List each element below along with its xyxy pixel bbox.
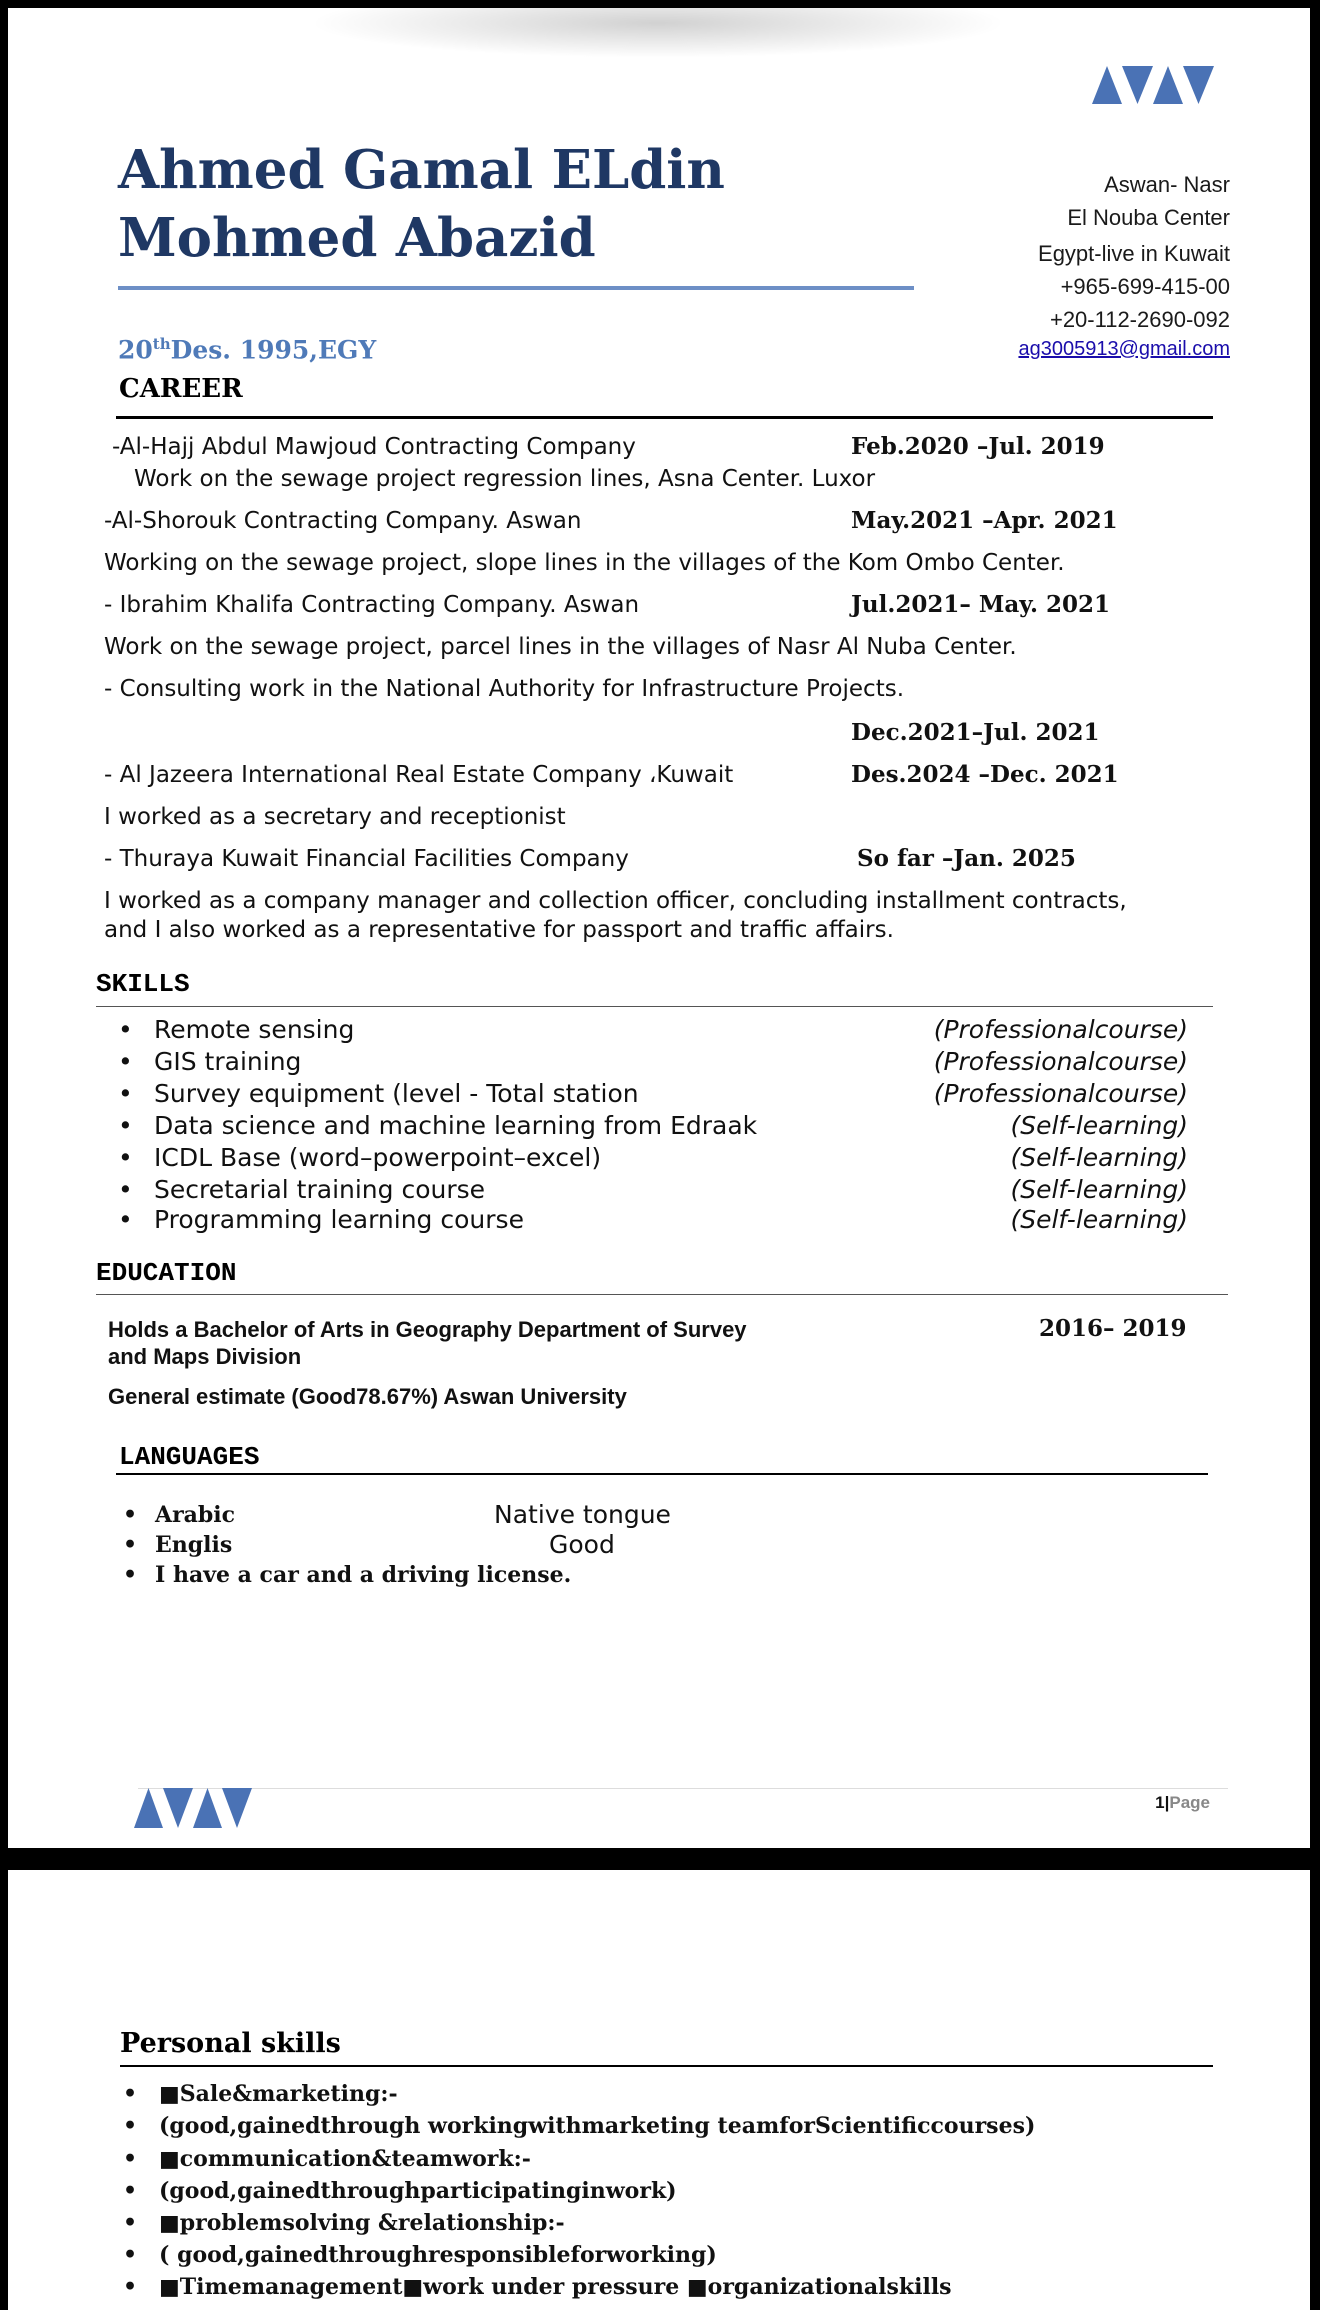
logo-icon [1092, 64, 1214, 106]
skill-item [118, 1111, 1188, 1143]
dob-rest: Des. 1995,EGY [170, 335, 377, 365]
job-1-description: Work on the sewage project regression lines, Asna Center. Luxor [134, 466, 876, 492]
job-6-company: - Thuraya Kuwait Financial Facilities Company [104, 846, 629, 872]
language-level: Good [549, 1530, 615, 1559]
job-4-company: - Consulting work in the National Authority for Infrastructure Projects. [104, 676, 905, 702]
personal-skill-text: ■problemsolving &relationship:- [159, 2210, 565, 2236]
skill-item [118, 1205, 1188, 1237]
personal-skill-text: (good,gainedthroughparticipatinginwork) [159, 2178, 677, 2204]
job-5-description: I worked as a secretary and receptionist [104, 804, 566, 830]
personal-skill-item [123, 2113, 1035, 2139]
footer-logo-icon [134, 1786, 252, 1830]
skill-type: (Professionalcourse) [933, 1015, 1188, 1044]
bullet: • [123, 2113, 138, 2139]
languages-rule [116, 1473, 1208, 1475]
skill-type: (Self-learning) [1010, 1111, 1188, 1140]
bullet: • [123, 1562, 138, 1588]
bullet: • [118, 1047, 133, 1076]
skill-type: (Professionalcourse) [933, 1079, 1188, 1108]
skills-rule [96, 1006, 1213, 1007]
skill-type: (Professionalcourse) [933, 1047, 1188, 1076]
bullet: • [118, 1143, 133, 1172]
language-label: Arabic [155, 1502, 236, 1528]
page-num-value: 1 [1155, 1793, 1165, 1812]
job-5-dates: Des.2024 –Dec. 2021 [851, 761, 1119, 788]
personal-skill-text: (good,gainedthrough workingwithmarketing teamforScientificcourses) [159, 2113, 1036, 2139]
bullet: • [118, 1205, 133, 1234]
skill-item [118, 1175, 1188, 1207]
job-5-company: - Al Jazeera International Real Estate Company ،Kuwait [104, 762, 734, 788]
skills-heading: SKILLS [96, 969, 190, 999]
job-4-dates: Dec.2021–Jul. 2021 [851, 719, 1100, 746]
bullet: • [123, 2146, 138, 2172]
skill-label: Programming learning course [154, 1205, 524, 1234]
job-6-description-1: I worked as a company manager and collection officer, concluding installment contracts, [104, 888, 1127, 914]
education-years: 2016– 2019 [1039, 1315, 1187, 1342]
bullet: • [118, 1111, 133, 1140]
date-of-birth [118, 335, 376, 364]
dob-suffix: th [152, 335, 171, 353]
contact-block [830, 168, 1230, 362]
job-6-description-2: and I also worked as a representative for passport and traffic affairs. [104, 917, 894, 943]
job-3-company: - Ibrahim Khalifa Contracting Company. Aswan [104, 592, 640, 618]
skill-type: (Self-learning) [1010, 1143, 1188, 1172]
education-estimate: General estimate (Good78.67%) Aswan University [108, 1384, 627, 1409]
bullet: • [123, 1532, 138, 1558]
skill-label: GIS training [154, 1047, 302, 1076]
resume-page-2 [8, 1870, 1310, 2310]
education-heading: EDUCATION [96, 1258, 237, 1288]
applicant-name: Ahmed Gamal ELdin Mohmed Abazid [118, 139, 725, 269]
personal-skill-text: ■Sale&marketing:- [159, 2081, 398, 2107]
job-2-company: -Al-Shorouk Contracting Company. Aswan [104, 508, 582, 534]
page-word: Page [1169, 1793, 1210, 1812]
skill-item [118, 1079, 1188, 1111]
job-1-company: -Al-Hajj Abdul Mawjoud Contracting Company [112, 434, 636, 460]
bullet: • [118, 1079, 133, 1108]
bullet: • [123, 2274, 138, 2300]
job-3-dates: Jul.2021– May. 2021 [851, 591, 1110, 618]
career-rule [116, 416, 1213, 419]
personal-skill-item [123, 2146, 531, 2172]
skill-type: (Self-learning) [1010, 1205, 1188, 1234]
dob-day: 20 [118, 335, 153, 365]
language-label: Englis [155, 1532, 233, 1558]
skill-label: Data science and machine learning from Edraak [154, 1111, 758, 1140]
address-line-2: El Nouba Center [1067, 205, 1230, 230]
degree-line-2: and Maps Division [108, 1344, 302, 1369]
skill-item [118, 1047, 1188, 1079]
personal-skill-item [123, 2081, 398, 2107]
page-number [1155, 1793, 1210, 1813]
language-item [123, 1532, 232, 1558]
career-heading: CAREER [119, 374, 243, 404]
footer-rule [138, 1788, 1228, 1789]
skill-item [118, 1143, 1188, 1175]
personal-skills-rule [120, 2065, 1213, 2067]
bullet: • [118, 1175, 133, 1204]
license-label: I have a car and a driving license. [155, 1562, 572, 1588]
email-link[interactable]: ag3005913@gmail.com [1018, 338, 1230, 360]
address-line-1: Aswan- Nasr [1104, 172, 1230, 197]
personal-skill-text: ■Timemanagement■work under pressure ■organizationalskills [159, 2274, 952, 2300]
personal-skill-text: ■communication&teamwork:- [159, 2146, 531, 2172]
skill-label: Secretarial training course [154, 1175, 486, 1204]
skill-label: Survey equipment (level - Total station [154, 1079, 639, 1108]
skill-label: ICDL Base (word–powerpoint–excel) [154, 1143, 602, 1172]
scan-shadow [308, 8, 1008, 58]
name-underline [118, 286, 914, 290]
education-rule [96, 1294, 1228, 1295]
page-separator: | [1164, 1793, 1170, 1812]
personal-skill-item [123, 2274, 952, 2300]
license-item [123, 1562, 571, 1588]
personal-skill-item [123, 2242, 717, 2268]
language-item [123, 1502, 235, 1528]
bullet: • [123, 1502, 138, 1528]
bullet: • [123, 2178, 138, 2204]
job-3-description: Work on the sewage project, parcel lines in the villages of Nasr Al Nuba Center. [104, 634, 1017, 660]
bullet: • [123, 2081, 138, 2107]
bullet: • [118, 1015, 133, 1044]
personal-skill-item [123, 2210, 565, 2236]
personal-skills-heading: Personal skills [120, 2028, 341, 2059]
bullet: • [123, 2210, 138, 2236]
phone-kuwait: +965-699-415-00 [1060, 274, 1230, 299]
skill-label: Remote sensing [154, 1015, 355, 1044]
address-line-3: Egypt-live in Kuwait [1038, 241, 1230, 266]
job-1-dates: Feb.2020 –Jul. 2019 [851, 433, 1105, 460]
language-level: Native tongue [494, 1500, 671, 1529]
job-2-description: Working on the sewage project, slope lines in the villages of the Kom Ombo Center. [104, 550, 1065, 576]
languages-heading: LANGUAGES [119, 1442, 260, 1472]
personal-skill-text: ( good,gainedthroughresponsibleforworking) [159, 2242, 717, 2268]
bullet: • [123, 2242, 138, 2268]
personal-skill-item [123, 2178, 677, 2204]
job-2-dates: May.2021 –Apr. 2021 [851, 507, 1118, 534]
resume-page-1 [8, 8, 1310, 1848]
skill-item [118, 1015, 1188, 1047]
degree-line-1: Holds a Bachelor of Arts in Geography Department of Survey [108, 1317, 747, 1342]
job-6-dates: So far –Jan. 2025 [857, 845, 1076, 872]
skill-type: (Self-learning) [1010, 1175, 1188, 1204]
phone-egypt: +20-112-2690-092 [1049, 307, 1230, 332]
